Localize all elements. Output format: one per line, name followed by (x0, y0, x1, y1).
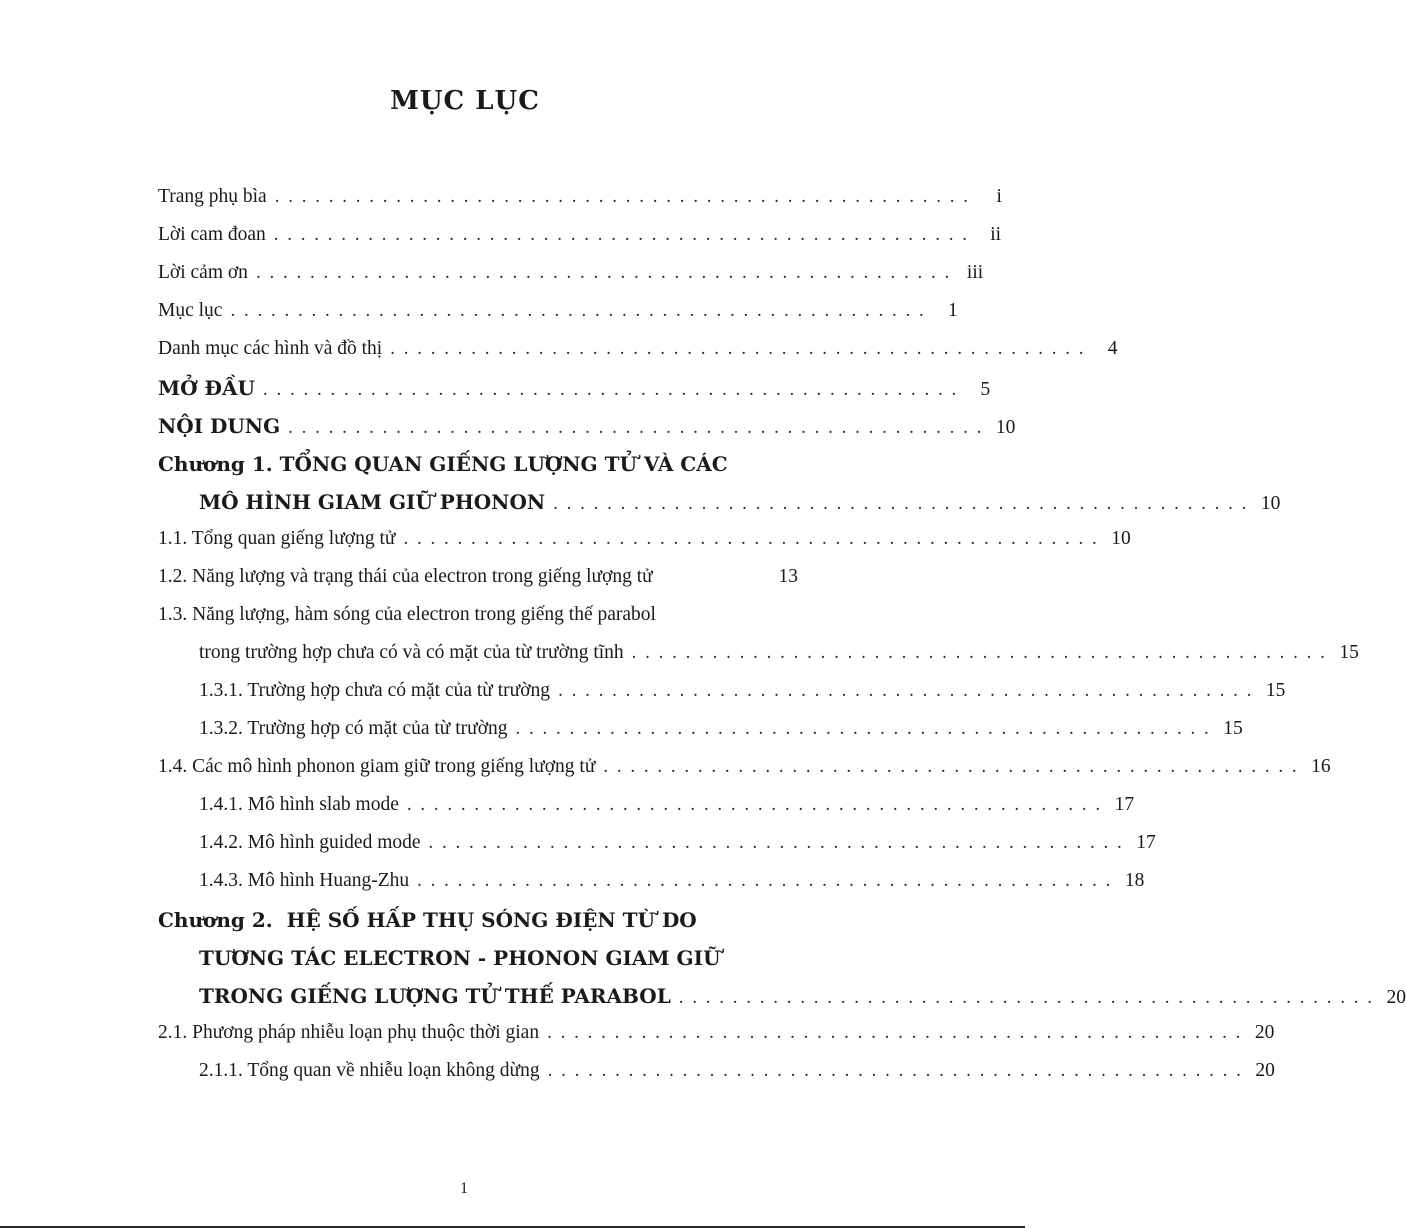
dot-leader (256, 262, 949, 284)
toc-entry-chuong-2-line-3[interactable] (158, 984, 1406, 1022)
toc-entry-label: TRONG GIẾNG LƯỢNG TỬ THẾ PARABOL (199, 984, 671, 1008)
toc-entry-label: 2.1.1. Tổng quan về nhiễu loạn không dừng (199, 1060, 540, 1081)
page-number: 1 (460, 1180, 468, 1197)
page-title: MỤC LỤC (390, 86, 540, 116)
toc-entry-loi-cam-doan[interactable] (158, 224, 1002, 262)
toc-entry-page: 10 (995, 417, 1016, 438)
toc-entry-page: 13 (778, 566, 798, 587)
toc-entry-danh-muc-hinh[interactable] (158, 338, 1118, 376)
toc-entry-label: Lời cảm ơn (158, 262, 248, 283)
toc-entry-page: 4 (1107, 338, 1118, 359)
dot-leader (553, 493, 1246, 515)
toc-entry-label: Chương 1. TỔNG QUAN GIẾNG LƯỢNG TỬ VÀ CÁC (158, 452, 728, 476)
toc-entry-chuong-1-line-1[interactable] (158, 452, 798, 490)
toc-entry-label: Lời cam đoan (158, 224, 266, 245)
toc-entry-1-2[interactable] (158, 566, 798, 604)
toc-entry-label: Trang phụ bìa (158, 186, 267, 207)
toc-entry-page: 20 (1254, 1022, 1275, 1043)
toc-entry-2-1-1[interactable] (158, 1060, 1275, 1098)
toc-entry-chuong-2-line-2[interactable] (158, 946, 798, 984)
toc-entry-loi-cam-on[interactable] (158, 262, 984, 300)
toc-entry-label: NỘI DUNG (158, 414, 281, 438)
toc-entry-page: 15 (1265, 680, 1286, 701)
toc-entry-1-4-2[interactable] (158, 832, 1156, 870)
dot-leader (288, 417, 981, 439)
dot-leader (407, 794, 1100, 816)
dot-leader (275, 186, 968, 208)
toc-entry-page: 15 (1339, 642, 1359, 663)
toc-entry-chuong-2-line-1[interactable] (158, 908, 798, 946)
dot-leader (429, 832, 1122, 854)
toc-entry-label: 1.3.1. Trường hợp chưa có mặt của từ trường (199, 680, 551, 701)
toc-entry-1-3-line-2[interactable] (158, 642, 1359, 680)
toc-entry-page: 17 (1136, 832, 1156, 853)
dot-leader (632, 642, 1325, 664)
toc-entry-label: trong trường hợp chưa có và có mặt của từ trường tĩnh (199, 642, 624, 663)
toc-entry-page: 15 (1223, 718, 1243, 739)
dot-leader (679, 987, 1372, 1009)
toc-entry-page: 18 (1124, 870, 1145, 891)
dot-leader (558, 680, 1251, 702)
toc-entry-page: 20 (1255, 1060, 1275, 1081)
dot-leader (547, 1022, 1240, 1044)
toc-entry-2-1[interactable] (158, 1022, 1275, 1060)
toc-entry-label: Danh mục các hình và đồ thị (158, 338, 383, 359)
toc-entry-page: 1 (947, 300, 958, 321)
toc-entry-1-3-1[interactable] (158, 680, 1286, 718)
toc-entry-page: 16 (1311, 756, 1331, 777)
dot-leader (274, 224, 967, 246)
table-of-contents (158, 186, 1406, 1098)
toc-entry-page: i (996, 186, 1002, 207)
toc-entry-label: MÔ HÌNH GIAM GIỮ PHONON (199, 490, 546, 514)
toc-entry-label: 1.4.3. Mô hình Huang-Zhu (199, 870, 410, 891)
toc-entry-1-4[interactable] (158, 756, 1331, 794)
toc-entry-label: 1.4.2. Mô hình guided mode (199, 832, 421, 853)
toc-entry-noi-dung[interactable] (158, 414, 1016, 452)
toc-entry-page: 10 (1111, 528, 1131, 549)
dot-leader (390, 338, 1083, 360)
toc-entry-page: 17 (1114, 794, 1135, 815)
toc-entry-chuong-1-line-2[interactable] (158, 490, 1281, 528)
dot-leader (403, 528, 1096, 550)
toc-entry-label: 1.3.2. Trường hợp có mặt của từ trường (199, 718, 508, 739)
toc-entry-page: 20 (1386, 987, 1406, 1008)
toc-entry-label: Mục lục (158, 300, 223, 321)
toc-entry-1-4-3[interactable] (158, 870, 1145, 908)
toc-entry-label: Chương 2. HỆ SỐ HẤP THỤ SÓNG ĐIỆN TỪ DO (158, 908, 697, 932)
toc-entry-label: 1.3. Năng lượng, hàm sóng của electron trong giếng thế parabol (158, 604, 656, 625)
toc-entry-label: TƯƠNG TÁC ELECTRON - PHONON GIAM GIỮ (199, 946, 721, 970)
dot-leader (263, 379, 956, 401)
toc-entry-mo-dau[interactable] (158, 376, 991, 414)
toc-entry-page: 10 (1260, 493, 1281, 514)
toc-entry-1-3-line-1[interactable] (158, 604, 798, 642)
toc-entry-page: 5 (980, 379, 991, 400)
toc-entry-label: 1.1. Tổng quan giếng lượng tử (158, 528, 396, 549)
toc-entry-muc-luc[interactable] (158, 300, 958, 338)
toc-entry-1-3-2[interactable] (158, 718, 1243, 756)
toc-entry-label: 1.4.1. Mô hình slab mode (199, 794, 399, 815)
toc-entry-trang-phu-bia[interactable] (158, 186, 1002, 224)
toc-entry-label: 1.2. Năng lượng và trạng thái của electron trong giếng lượng tử (158, 566, 653, 587)
toc-entry-1-4-1[interactable] (158, 794, 1135, 832)
toc-entry-page: ii (990, 224, 1002, 245)
toc-entry-page: iii (966, 262, 984, 283)
toc-entry-1-1[interactable] (158, 528, 1131, 566)
toc-entry-label: MỞ ĐẦU (158, 376, 255, 400)
dot-leader (516, 718, 1209, 740)
dot-leader (548, 1060, 1241, 1082)
toc-entry-label: 2.1. Phương pháp nhiễu loạn phụ thuộc thời gian (158, 1022, 540, 1043)
dot-leader (603, 756, 1296, 778)
dot-leader (417, 870, 1110, 892)
toc-entry-label: 1.4. Các mô hình phonon giam giữ trong giếng lượng tử (158, 756, 596, 777)
dot-leader (230, 300, 923, 322)
